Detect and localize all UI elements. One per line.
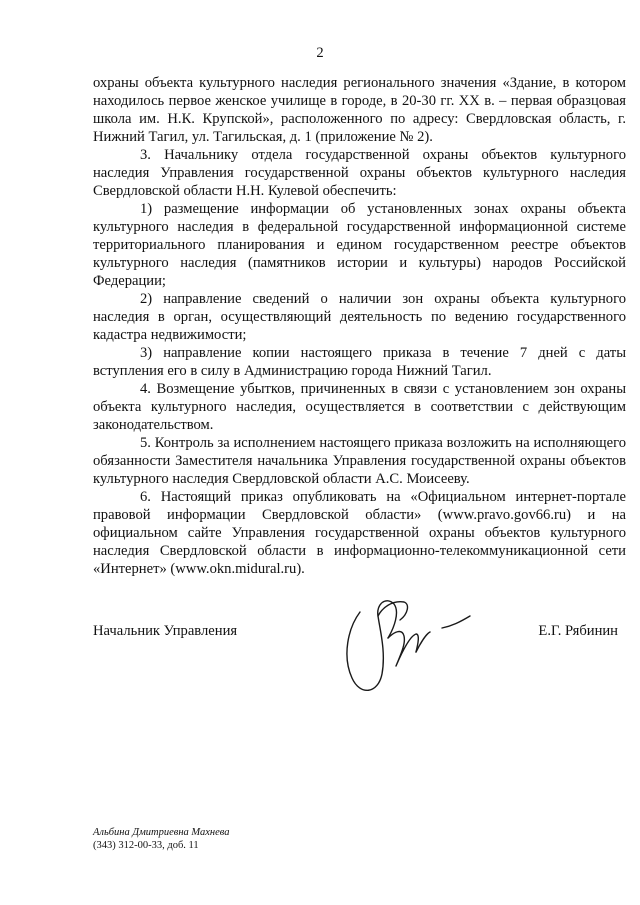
executor-name: Альбина Дмитриевна Махнева	[93, 827, 230, 838]
paragraph-continuation: охраны объекта культурного наследия регионального значения «Здание, в котором находилось первое женское училище в городе, в 20-30 гг. XX в. – первая образцовая школа им. Н.К. Крупской», расположенного по адресу: Свердловская область, г. Нижний Тагил, ул. Тагильская, д. 1 (приложение № 2).	[93, 75, 626, 145]
executor-info	[93, 826, 230, 852]
handwritten-signature	[338, 586, 478, 704]
signer-title: Начальник Управления	[93, 623, 238, 639]
signer-name: Е.Г. Рябинин	[538, 623, 618, 639]
paragraph-subitem-1: 1) размещение информации об установленных зонах охраны объекта культурного наследия в федеральной государственной информационной системе территориального планирования и едином государственном реестре объектов культурного наследия (памятников истории и культуры) народов Российской Федерации;	[93, 201, 626, 289]
paragraph-item-5: 5. Контроль за исполнением настоящего приказа возложить на исполняющего обязанности Заместителя начальника Управления государственной охраны объектов культурного наследия Свердловской области А.С. Моисееву.	[93, 435, 626, 487]
paragraph-item-6: 6. Настоящий приказ опубликовать на «Официальном интернет-портале правовой информации Свердловской области» (www.pravo.gov66.ru) и на официальном сайте Управления государственной охраны объектов культурного наследия Свердловской области в информационно-телекоммуникационной сети «Интернет» (www.okn.midural.ru).	[93, 489, 626, 577]
paragraph-item-3: 3. Начальнику отдела государственной охраны объектов культурного наследия Управления государственной охраны объектов культурного наследия Свердловской области Н.Н. Кулевой обеспечить:	[93, 147, 626, 199]
paragraph-subitem-3: 3) направление копии настоящего приказа в течение 7 дней с даты вступления его в силу в Администрацию города Нижний Тагил.	[93, 345, 626, 379]
paragraph-item-4: 4. Возмещение убытков, причиненных в связи с установлением зон охраны объекта культурного наследия, осуществляется в соответствии с действующим законодательством.	[93, 381, 626, 433]
paragraph-subitem-2: 2) направление сведений о наличии зон охраны объекта культурного наследия в орган, осуществляющий деятельность по ведению государственного кадастра недвижимости;	[93, 291, 626, 343]
page-number: 2	[316, 45, 324, 61]
document-body	[93, 74, 626, 578]
executor-phone: (343) 312-00-33, доб. 11	[93, 840, 199, 851]
